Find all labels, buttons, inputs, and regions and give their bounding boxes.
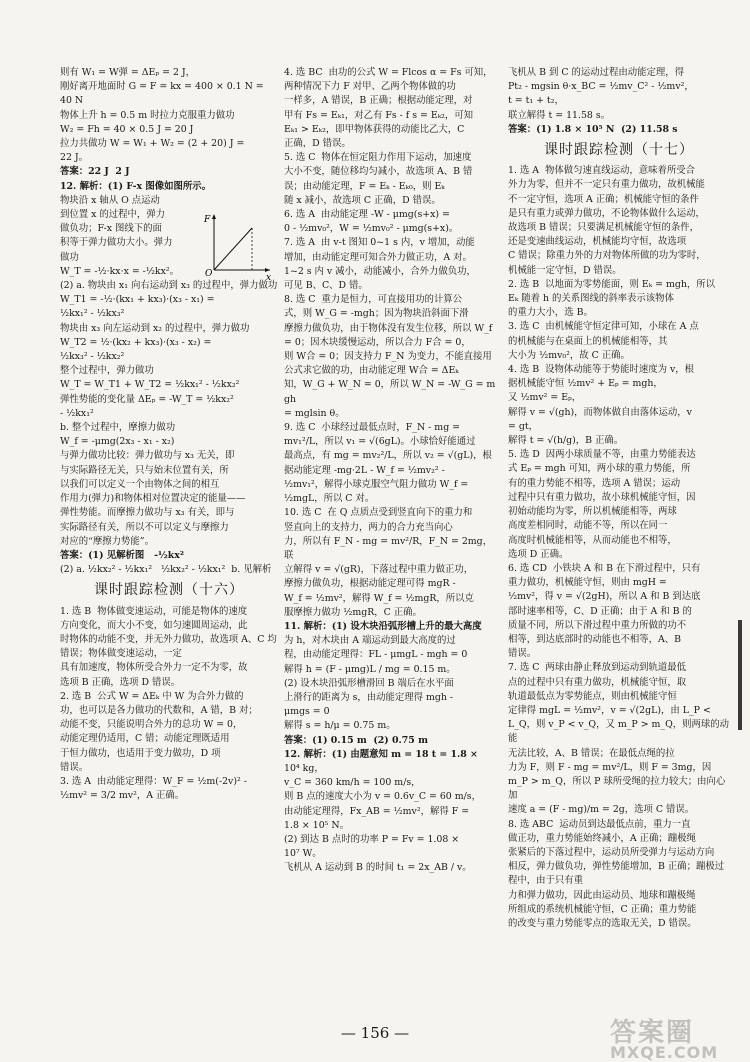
text-line: 还是变速曲线运动，机械能均守恒，故选项 [508,236,687,248]
force-displacement-graph [202,210,274,283]
text-line: ½mv²，得 v = √(2gH)，所以 A 和 B 到达底 [508,591,701,603]
text-line: 机械能一定守恒，D 错误。 [508,264,622,276]
text-line: 与弹力做功比较：弹力做功与 x₃ 无关，即 [60,450,235,462]
text-line: 3. 选 C 由机械能守恒定律可知，小球在 A 点 [508,321,699,333]
col2-block [284,66,499,876]
text-line: 则 B 点的速度大小为 v = 0.6v_C = 60 m/s， [284,791,481,803]
text-line: 5. 选 D 因两小球质量不等，由重力势能表达 [508,449,696,461]
col1-block-a [60,66,278,577]
text-line: 7. 选 C 两球由静止释放到运动到轨道最低 [508,662,687,674]
text-line: 以我们可以定义一个由物体之间的相互 [60,478,220,490]
text-line: ½kx₁² - ½kx₃² [60,308,125,320]
text-line: 相反，弹力做负功，弹性势能增加，B 正确；蹦极过程中，由于只有重 [508,861,725,887]
text-line: 1. 选 B 物体做变速运动，可能是物体的速度 [60,605,248,617]
text-line: 整个过程中，弹力做功 [60,365,154,377]
force-line [214,228,252,270]
text-line: 5. 选 C 物体在恒定阻力作用下运动，加速度 [284,152,472,164]
column-left [60,66,278,803]
text-line: Eₖ₁ > Eₖ₂，即甲物体获得的动能比乙大，C [284,123,465,135]
text-line: 速度 a = (F - mg)/m = 2g，选项 C 错误。 [508,804,695,816]
text-line: 最高点，有 mg = mv₂²/L，所以 v₂ = √(gL)，根 [284,450,492,462]
text-line: ½mv² = 3/2 mv²，A 正确。 [60,790,185,802]
text-line: 9. 选 C 小球经过最低点时，F_N - mg = [284,422,461,434]
text-line: 重力做功，机械能守恒，则由 mgH = [508,577,667,589]
text-line: 答案：(1) 1.8 × 10⁵ N (2) 11.58 s [508,123,678,135]
text-line: W_T = W_T1 + W_T2 = ½kx₁² - ½kx₂² [60,379,240,391]
text-line: 的机械能与在桌面上的机械能相等，其 [508,335,668,347]
text-line: 摩擦力做负功，由于物体没有发生位移，所以 W_f [284,322,493,334]
text-line: 摩擦力做负功，根据动能定理可得 mgR - [284,578,456,590]
text-line: 错误。 [60,761,89,773]
text-line: 8. 选 ABC 运动员到达最低点前，重力一直 [508,818,691,830]
text-line: 做负功；F-x 图线下的面 [60,223,162,235]
text-line: 初始动能均为零，所以机械能相等，两球 [508,506,677,518]
text-line: 是只有重力或弹力做功，不论物体做什么运动， [508,207,705,219]
text-line: 选项 D 正确。 [508,548,569,560]
text-line: 不一定守恒，选项 A 正确；机械能守恒的条件 [508,193,699,205]
text-line: 高度时机械能相等，从而动能也不相等， [508,534,677,546]
text-line: 解得 v = √(gh)，而物体做自由落体运动，v [508,406,692,418]
text-line: 2. 选 B 以地面为零势能面，则 Eₖ = mgh，所以 [508,278,715,290]
axis-f-label: F [204,215,211,225]
text-line: 弹性势能的变化量 ΔEₚ = -W_T = ½kx₂² [60,393,234,405]
text-line: Eₖ 随着 h 的关系图线的斜率表示该物体 [508,293,674,305]
text-line: 所组成的系统机械能守恒，C 正确；重力势能 [508,903,697,915]
text-line: 正确，D 错误。 [284,138,351,150]
text-line: v_C = 360 km/h = 100 m/s， [284,777,421,789]
text-line: 做功 [60,251,79,263]
page-number: — 156 — [340,1024,410,1042]
text-line: 4. 选 B 设物体动能等于势能时速度为 v，根 [508,364,695,376]
section-title-16: 课时跟踪检测（十六） [94,582,244,599]
text-line: 实际路径有关，所以不可以定义与摩擦力 [60,521,229,533]
text-line: 过程中只有重力做功，故小球机械能守恒，因 [508,491,696,503]
origin-label: O [205,269,213,279]
text-line: 为 h，对木块由 A 端运动到最大高度的过 [284,635,456,647]
text-line: ½kx₃² - ½kx₂² [60,351,125,363]
text-line: 做正功，重力势能始终减小，A 正确；蹦极绳 [508,832,696,844]
text-line: 物块由 x₃ 向左运动到 x₂ 的过程中，弹力做功 [60,322,250,334]
text-line: 又 ½mv² = Eₚ， [508,392,582,404]
text-line: 大小不变，随位移均匀减小，故选项 A、B 错 [284,166,473,178]
text-line: 作用力(弹力)和物体相对位置决定的能量—— [60,493,246,505]
text-line: 竖直向上的支持力，两力的合力充当向心 [284,521,453,533]
text-line: 据动能定理 -mg·2L - W_f = ½mv₂² - [284,464,445,476]
section-title-17: 课时跟踪检测（十七） [544,142,694,159]
text-line: 飞机从 B 到 C 的运动过程由动能定理，得 [508,67,684,78]
text-line: 程，由动能定理得：FL - μmgL - mgh = 0 [284,649,468,661]
text-line: 定律得 mgL = ½mv²，v = √(2gL)，由 L_P < [508,704,711,716]
text-line: 与实际路径无关，只与始末位置有关，所 [60,464,229,476]
text-line: 增加，由动能定理可知合外力做正功，A 对。 [284,251,472,263]
text-line: 误；由动能定理，F = Eₖ - Eₖ₀，则 Eₖ [284,180,445,192]
text-line: b. 整个过程中，摩擦力做功 [60,422,176,434]
text-line: (2) 设木块沿弧形槽滑回 B 端后在水平面 [284,677,454,689]
axis-x-label: x [266,273,272,283]
text-line: 1.8 × 10⁵ N。 [284,819,349,831]
text-line: 10. 选 C 在 Q 点质点受到竖直向下的重力和 [284,507,473,519]
text-line: 6. 选 CD 小铁块 A 和 B 在下滑过程中，只有 [508,562,701,574]
text-line: 服摩擦力做功 ½mgR，C 正确。 [284,606,422,618]
text-line: 大小为 ½mv₀²，故 C 正确。 [508,349,630,361]
text-line: 错误。 [508,648,537,660]
text-line: ½mgL，所以 C 对。 [284,493,375,505]
text-line: 由动能定理得，Fx_AB = ½mv²，解得 F = [284,805,470,817]
text-line: 式，则 W_G = -mgh；因为物块沿斜面下滑 [284,308,469,320]
text-line: 解得 s = h/μ = 0.75 m。 [284,720,396,732]
text-line: 选项 B 正确，选项 D 错误。 [60,676,181,688]
text-line: 1. 选 A 物体做匀速直线运动，意味着所受合 [508,165,696,177]
text-line: 时物体的动能不变，并无外力做功，故选项 A、C 均错误；物体做变速运动，一定 [60,633,277,660]
text-line: 答案：22 J 2 J [60,166,130,178]
text-line: 则 W合 = 0；因支持力 F_N 为变力，不能直接用 [284,351,492,363]
binding-mark [738,620,742,730]
text-line: 知，W_G + W_N = 0，所以 W_N = -W_G = mgh [284,379,496,405]
text-line: 一样多，A 错误，B 正确；根据动能定理，对 [284,95,473,107]
text-line: 无法比较，A、B 错误；在最低点绳的拉 [508,747,675,759]
text-line: t = t₁ + t₂， [508,95,564,107]
text-line: W_T1 = -½·(kx₁ + kx₃)·(x₃ - x₁) = [60,294,215,306]
text-line: 于恒力做功，也适用于变力做功，D 项 [60,747,221,759]
text-line: 10⁴ kg， [284,762,324,774]
text-line: 7. 选 A 由 v-t 图知 0~1 s 内，v 增加，动能 [284,237,475,249]
col3-block-b [508,164,730,931]
text-line: 0 - ½mv₀²，W = ½mv₀² - μmg(s+x)。 [284,223,459,235]
column-right [508,66,730,931]
column-middle [284,66,499,876]
text-line: 拉力共做功 W = W₁ + W₂ = (2 + 20) J = [60,138,245,150]
text-line: 3. 选 A 由动能定理得：W_F = ½m(-2v)² - [60,775,247,787]
text-line: 据机械能守恒 ½mv² + Eₚ = mgh， [508,378,663,390]
text-line: Pt₂ - mgsin θ·x_BC = ½mv_C² - ½mv²， [508,81,694,93]
text-line: 动能定理仍适用，C 错；动能定理既适用 [60,733,230,745]
text-line: μmgs = 0 [284,706,330,718]
text-line: 质量不同，所以下滑过程中重力所做的功不 [508,619,687,631]
text-line: (2) 到达 B 点时的功率 P = Fv = 1.08 × [284,833,460,845]
text-line: 解得 h = (F - μmg)L / mg = 0.15 m。 [284,663,456,675]
text-line: m_P > m_Q，所以 P 球所受绳的拉力较大；由向心加 [508,775,726,802]
text-line: 力和弹力做功，因此由运动员、地球和蹦极绳 [508,889,696,901]
text-line: 故选项 B 错误；只要满足机械能守恒的条件， [508,222,699,234]
text-line: (2) a. ½kx₂² - ½kx₁² ½kx₂² - ½kx₁² b. 见解析 [60,564,272,576]
text-line: 10⁷ W。 [284,848,322,860]
text-line: mv₁²/L，所以 v₁ = √(6gL)。小球恰好能通过 [284,436,476,448]
text-line: W_f = ½mv²，解得 W_f = ½mgR，所以克 [284,592,474,604]
text-line: 4. 选 BC 由功的公式 W = Flcos α = Fs 可知， [284,67,493,78]
text-line: 方向变化，而大小不变，如匀速圆周运动，此 [60,619,248,631]
text-line: 积等于弹力做功大小。弹力 [60,237,173,249]
text-line: 答案：(1) 0.15 m (2) 0.75 m [284,734,429,746]
text-line: 两种情况下力 F 对甲、乙两个物体做的功 [284,81,456,93]
text-line: 的重力大小，选 B。 [508,307,593,319]
text-line: L_Q，则 v_P < v_Q，又 m_P > m_Q，则两球的动能 [508,719,730,745]
text-line: 解得 t = √(h/g)，B 正确。 [508,435,624,447]
text-line: 2. 选 B 公式 W = ΔEₖ 中 W 为合外力做的 [60,690,244,702]
text-line: 6. 选 A 由动能定理 -W - μmg(s+x) = [284,209,450,221]
text-line: W_T = -½·kx·x = -½kx²。 [60,265,180,277]
text-line: (2) a. 物块由 x₁ 向右运动到 x₃ 的过程中，弹力做功 [60,280,278,292]
text-line: 力为 F，则 F - mg = mv²/L，则 F = 3mg，因 [508,761,712,773]
text-line: 随 x 减小，故选项 C 正确，D 错误。 [284,194,441,206]
text-line: ½mv₁²，解得小球克服空气阻力做功 W_f = [284,478,469,490]
text-line: 到位置 x 的过程中，弹力 [60,209,165,221]
text-line: 式 Eₚ = mgh 可知，两小球的重力势能，所 [508,463,691,475]
col1-block-b [60,605,278,804]
watermark-line1: 答案圈 [610,1018,695,1048]
text-line: 8. 选 C 重力是恒力，可直接用功的计算公 [284,294,463,306]
text-line: = gt， [508,420,538,432]
text-line: 22 J。 [60,152,89,164]
text-line: 功，也可以是各力做功的代数和，A 错，B 对； [60,704,258,716]
text-line: 40 N [60,95,84,107]
text-line: 可见 B、C、D 错。 [284,280,368,292]
text-line: 相等，到达底部时的动能也不相等，A、B [508,633,682,645]
text-line: 甲有 Fs = Eₖ₁，对乙有 Fs - f s = Eₖ₂，可知 [284,109,474,121]
text-line: 动能不变，只能说明合外力的总功 W = 0， [60,719,243,731]
watermark-logo [610,1012,740,1062]
text-line: 1~2 s 内 v 减小，动能减小，合外力做负功， [284,265,476,277]
text-line: 11. 解析：(1) 设木块沿弧形槽上升的最大高度 [284,620,482,632]
text-line: 物块沿 x 轴从 O 点运动 [60,194,160,206]
text-line: 张紧后的下落过程中，运动员所受弹力与运动方向 [508,846,715,858]
text-line: W_f = -μmg(2x₃ - x₁ - x₂) [60,436,175,448]
text-line: 12. 解析：(1) F-x 图像如图所示。 [60,180,211,192]
text-line: 上滑行的距离为 s，由动能定理得 mgh - [284,691,454,703]
text-line: W_T2 = ½·(kx₂ + kx₃)·(x₃ - x₂) = [60,336,212,348]
text-line: 物体上升 h = 0.5 m 时拉力克服重力做功 [60,109,235,121]
watermark-line2: MXQE.COM [610,1043,719,1062]
text-line: = mglsin θ。 [284,407,345,419]
text-line: 力，所以有 F_N - mg = mv²/R，F_N = 2mg，联 [284,535,493,561]
text-line: 弹性势能。而摩擦力做功与 x₃ 有关，即与 [60,507,235,519]
text-line: 飞机从 A 运动到 B 的时间 t₁ = 2x_AB / v。 [284,862,472,874]
text-line: - ½kx₁² [60,407,94,419]
text-line: 具有加速度，物体所受合外力一定不为零，故 [60,662,248,674]
text-line: 公式求它做的功，由动能定理 W合 = ΔEₖ [284,365,459,377]
text-line: 的改变与重力势能零点的选取无关，D 错误。 [508,917,697,929]
text-line: 刚好离开地面时 G = F = kx = 400 × 0.1 N = [60,81,264,93]
text-line: 立解得 v = √(gR)，下落过程中重力做正功， [284,564,474,576]
text-line: 对应的“摩擦力势能”。 [60,535,154,547]
text-line: 轨道最低点为零势能点，则由机械能守恒 [508,690,677,702]
text-line: 答案：(1) 见解析图 -½kx² [60,549,184,561]
text-line: 部时速率相等，C、D 正确；由于 A 和 B 的 [508,605,692,617]
text-line: 高度差相同时，动能不等，所以在同一 [508,520,668,532]
text-line: W₂ = Fh = 40 × 0.5 J = 20 J [60,123,194,135]
text-line: 外力为零，但并不一定只有重力做功，故机械能 [508,179,705,191]
col3-block-a [508,66,730,137]
text-line: 有的重力势能不相等，选项 A 错误；运动 [508,477,681,489]
text-line: 则有 W₁ = W弹 = ΔEₚ = 2 J， [60,67,196,78]
text-line: = 0；因木块缓慢运动，所以合力 F合 = 0， [284,336,471,348]
text-line: 联立解得 t = 11.58 s。 [508,109,611,121]
text-line: C 错误；除重力外的力对物体所做的功为零时， [508,250,706,262]
text-line: 点的过程中只有重力做功，机械能守恒，取 [508,676,687,688]
text-line: 12. 解析：(1) 由题意知 m = 18 t = 1.8 × [284,748,478,760]
